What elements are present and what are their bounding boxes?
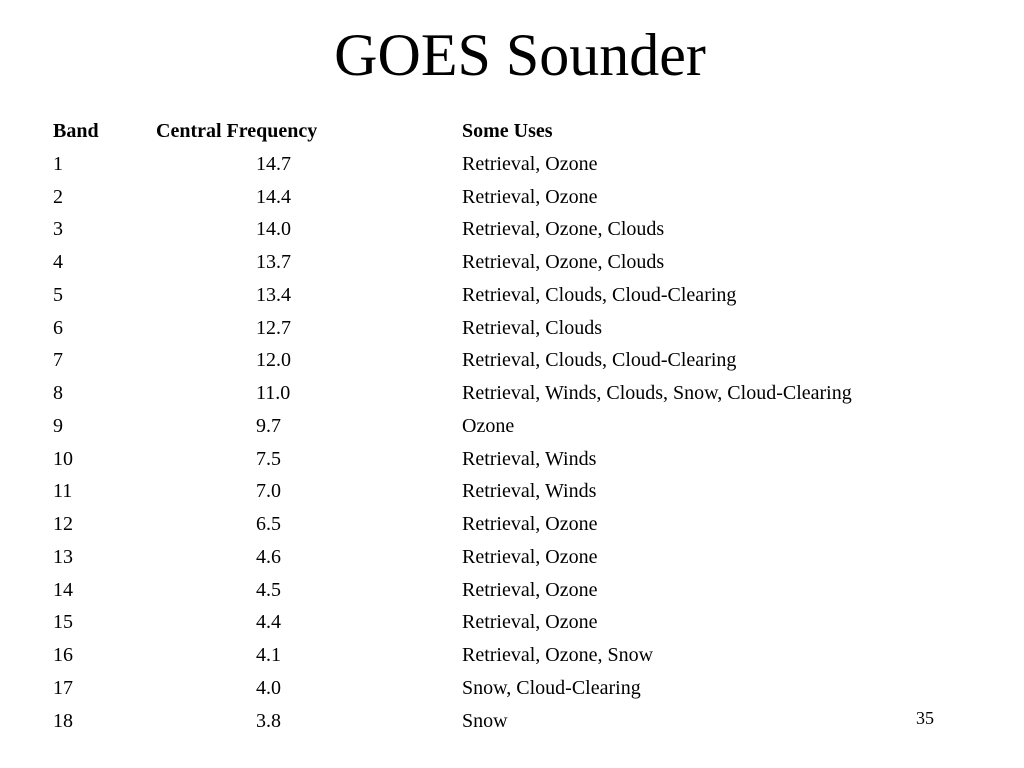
cell-central-frequency: 6.5 [256, 513, 281, 535]
cell-some-uses: Retrieval, Winds [462, 447, 597, 470]
cell-some-uses: Retrieval, Ozone [462, 513, 598, 535]
cell-some-uses: Retrieval, Ozone [462, 611, 598, 634]
cell-some-uses: Retrieval, Winds [462, 480, 597, 503]
cell-central-frequency: 14.4 [256, 185, 291, 208]
cell-some-uses: Retrieval, Clouds [462, 316, 602, 339]
cell-some-uses: Retrieval, Ozone, Clouds [462, 251, 665, 273]
cell-band: 17 [53, 676, 73, 699]
cell-central-frequency: 4.0 [256, 676, 281, 699]
cell-band: 7 [53, 349, 63, 372]
table-row [53, 607, 953, 640]
cell-band: 3 [53, 218, 63, 241]
header-central-frequency: Central Frequency [156, 120, 318, 142]
cell-central-frequency: 3.8 [256, 709, 281, 732]
cell-some-uses: Retrieval, Ozone [462, 578, 598, 601]
table-row [53, 313, 953, 346]
cell-band: 14 [53, 578, 73, 601]
table-row [53, 542, 953, 575]
cell-central-frequency: 9.7 [256, 414, 281, 437]
cell-central-frequency: 13.7 [256, 251, 291, 273]
cell-central-frequency: 4.5 [256, 578, 281, 601]
cell-band: 2 [53, 185, 63, 208]
cell-some-uses: Ozone [462, 414, 515, 437]
cell-central-frequency: 12.0 [256, 349, 291, 372]
cell-central-frequency: 13.4 [256, 283, 291, 306]
cell-band: 1 [53, 152, 63, 175]
table-row [53, 149, 953, 182]
table-body [53, 149, 953, 739]
cell-band: 9 [53, 414, 63, 437]
cell-central-frequency: 4.4 [256, 611, 281, 634]
cell-central-frequency: 14.0 [256, 218, 291, 241]
cell-band: 16 [53, 644, 73, 666]
cell-band: 8 [53, 382, 63, 404]
cell-band: 13 [53, 545, 73, 568]
cell-some-uses: Retrieval, Ozone, Clouds [462, 218, 665, 241]
table-row [53, 476, 953, 509]
band-table [53, 116, 953, 738]
cell-band: 11 [53, 480, 73, 503]
table-row [53, 575, 953, 608]
cell-band: 10 [53, 447, 73, 470]
cell-central-frequency: 11.0 [256, 382, 291, 404]
table-row [53, 673, 953, 706]
cell-central-frequency: 12.7 [256, 316, 291, 339]
cell-central-frequency: 7.0 [256, 480, 281, 503]
cell-band: 18 [53, 709, 73, 732]
cell-band: 6 [53, 316, 63, 339]
cell-some-uses: Snow [462, 709, 508, 732]
table-row [53, 214, 953, 247]
cell-some-uses: Retrieval, Ozone [462, 185, 598, 208]
cell-band: 12 [53, 513, 73, 535]
cell-band: 5 [53, 283, 63, 306]
table-row [53, 345, 953, 378]
table-row [53, 182, 953, 215]
page-number: 35 [916, 708, 934, 728]
header-band: Band [53, 120, 99, 142]
table-row [53, 280, 953, 313]
table-row [53, 444, 953, 477]
table-row [53, 378, 953, 411]
table-row [53, 509, 953, 542]
header-some-uses: Some Uses [462, 120, 553, 142]
cell-some-uses: Retrieval, Winds, Clouds, Snow, Cloud-Clearing [462, 382, 852, 404]
cell-some-uses: Retrieval, Ozone [462, 152, 598, 175]
table-row [53, 640, 953, 673]
cell-band: 15 [53, 611, 73, 634]
cell-band: 4 [53, 251, 63, 273]
cell-central-frequency: 4.6 [256, 545, 281, 568]
table-row [53, 411, 953, 444]
cell-central-frequency: 7.5 [256, 447, 281, 470]
table-header-row [53, 116, 953, 149]
cell-some-uses: Retrieval, Ozone [462, 545, 598, 568]
table-row [53, 706, 953, 739]
cell-some-uses: Snow, Cloud-Clearing [462, 676, 641, 699]
cell-central-frequency: 14.7 [256, 152, 291, 175]
cell-central-frequency: 4.1 [256, 644, 281, 666]
cell-some-uses: Retrieval, Clouds, Cloud-Clearing [462, 349, 737, 372]
cell-some-uses: Retrieval, Ozone, Snow [462, 644, 654, 666]
slide-title: GOES Sounder [334, 22, 706, 88]
cell-some-uses: Retrieval, Clouds, Cloud-Clearing [462, 283, 737, 306]
table-row [53, 247, 953, 280]
